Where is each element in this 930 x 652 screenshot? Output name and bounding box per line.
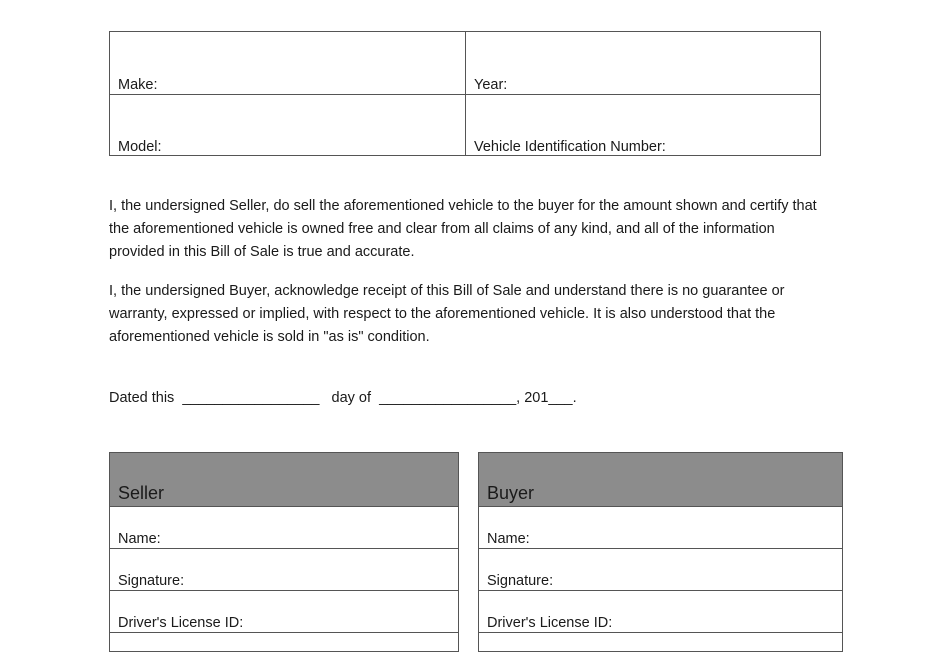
buyer-title: Buyer bbox=[487, 483, 535, 503]
vin-cell[interactable] bbox=[466, 94, 820, 156]
vehicle-table-row bbox=[110, 94, 820, 156]
buyer-box bbox=[478, 452, 843, 652]
make-cell[interactable] bbox=[110, 32, 466, 94]
seller-statement: I, the undersigned Seller, do sell the aforementioned vehicle to the buyer for the amount shown and certify that the aforementioned vehicle is owned free and clear from all claims of any kind, and all of the information provided in this Bill of Sale is true and accurate. bbox=[109, 198, 817, 260]
buyer-statement: I, the undersigned Buyer, acknowledge receipt of this Bill of Sale and understand there is no guarantee or warranty, expressed or implied, with respect to the aforementioned vehicle. It is also understood that the aforementioned vehicle is sold in "as is" condition. bbox=[109, 283, 785, 345]
buyer-name-field[interactable] bbox=[479, 507, 842, 549]
model-cell[interactable] bbox=[110, 94, 466, 156]
seller-box bbox=[109, 452, 459, 652]
seller-name-label: Name: bbox=[118, 531, 161, 547]
buyer-header bbox=[479, 453, 842, 507]
buyer-license-label: Driver's License ID: bbox=[487, 615, 613, 631]
seller-license-label: Driver's License ID: bbox=[118, 615, 244, 631]
year-cell[interactable] bbox=[466, 32, 820, 94]
seller-header bbox=[110, 453, 458, 507]
vehicle-info-table bbox=[109, 31, 821, 156]
seller-name-field[interactable] bbox=[110, 507, 458, 549]
seller-license-field[interactable] bbox=[110, 591, 458, 633]
buyer-signature-field[interactable] bbox=[479, 549, 842, 591]
buyer-signature-label: Signature: bbox=[487, 573, 554, 589]
year-label: Year: bbox=[474, 77, 508, 93]
vin-label: Vehicle Identification Number: bbox=[474, 139, 666, 155]
model-label: Model: bbox=[118, 139, 162, 155]
dated-line[interactable]: Dated this _________________ day of _________________, 201___. bbox=[109, 390, 577, 406]
seller-signature-label: Signature: bbox=[118, 573, 185, 589]
seller-title: Seller bbox=[118, 483, 165, 503]
buyer-name-label: Name: bbox=[487, 531, 530, 547]
buyer-license-field[interactable] bbox=[479, 591, 842, 633]
make-label: Make: bbox=[118, 77, 158, 93]
seller-signature-field[interactable] bbox=[110, 549, 458, 591]
vehicle-table-row bbox=[110, 32, 820, 95]
